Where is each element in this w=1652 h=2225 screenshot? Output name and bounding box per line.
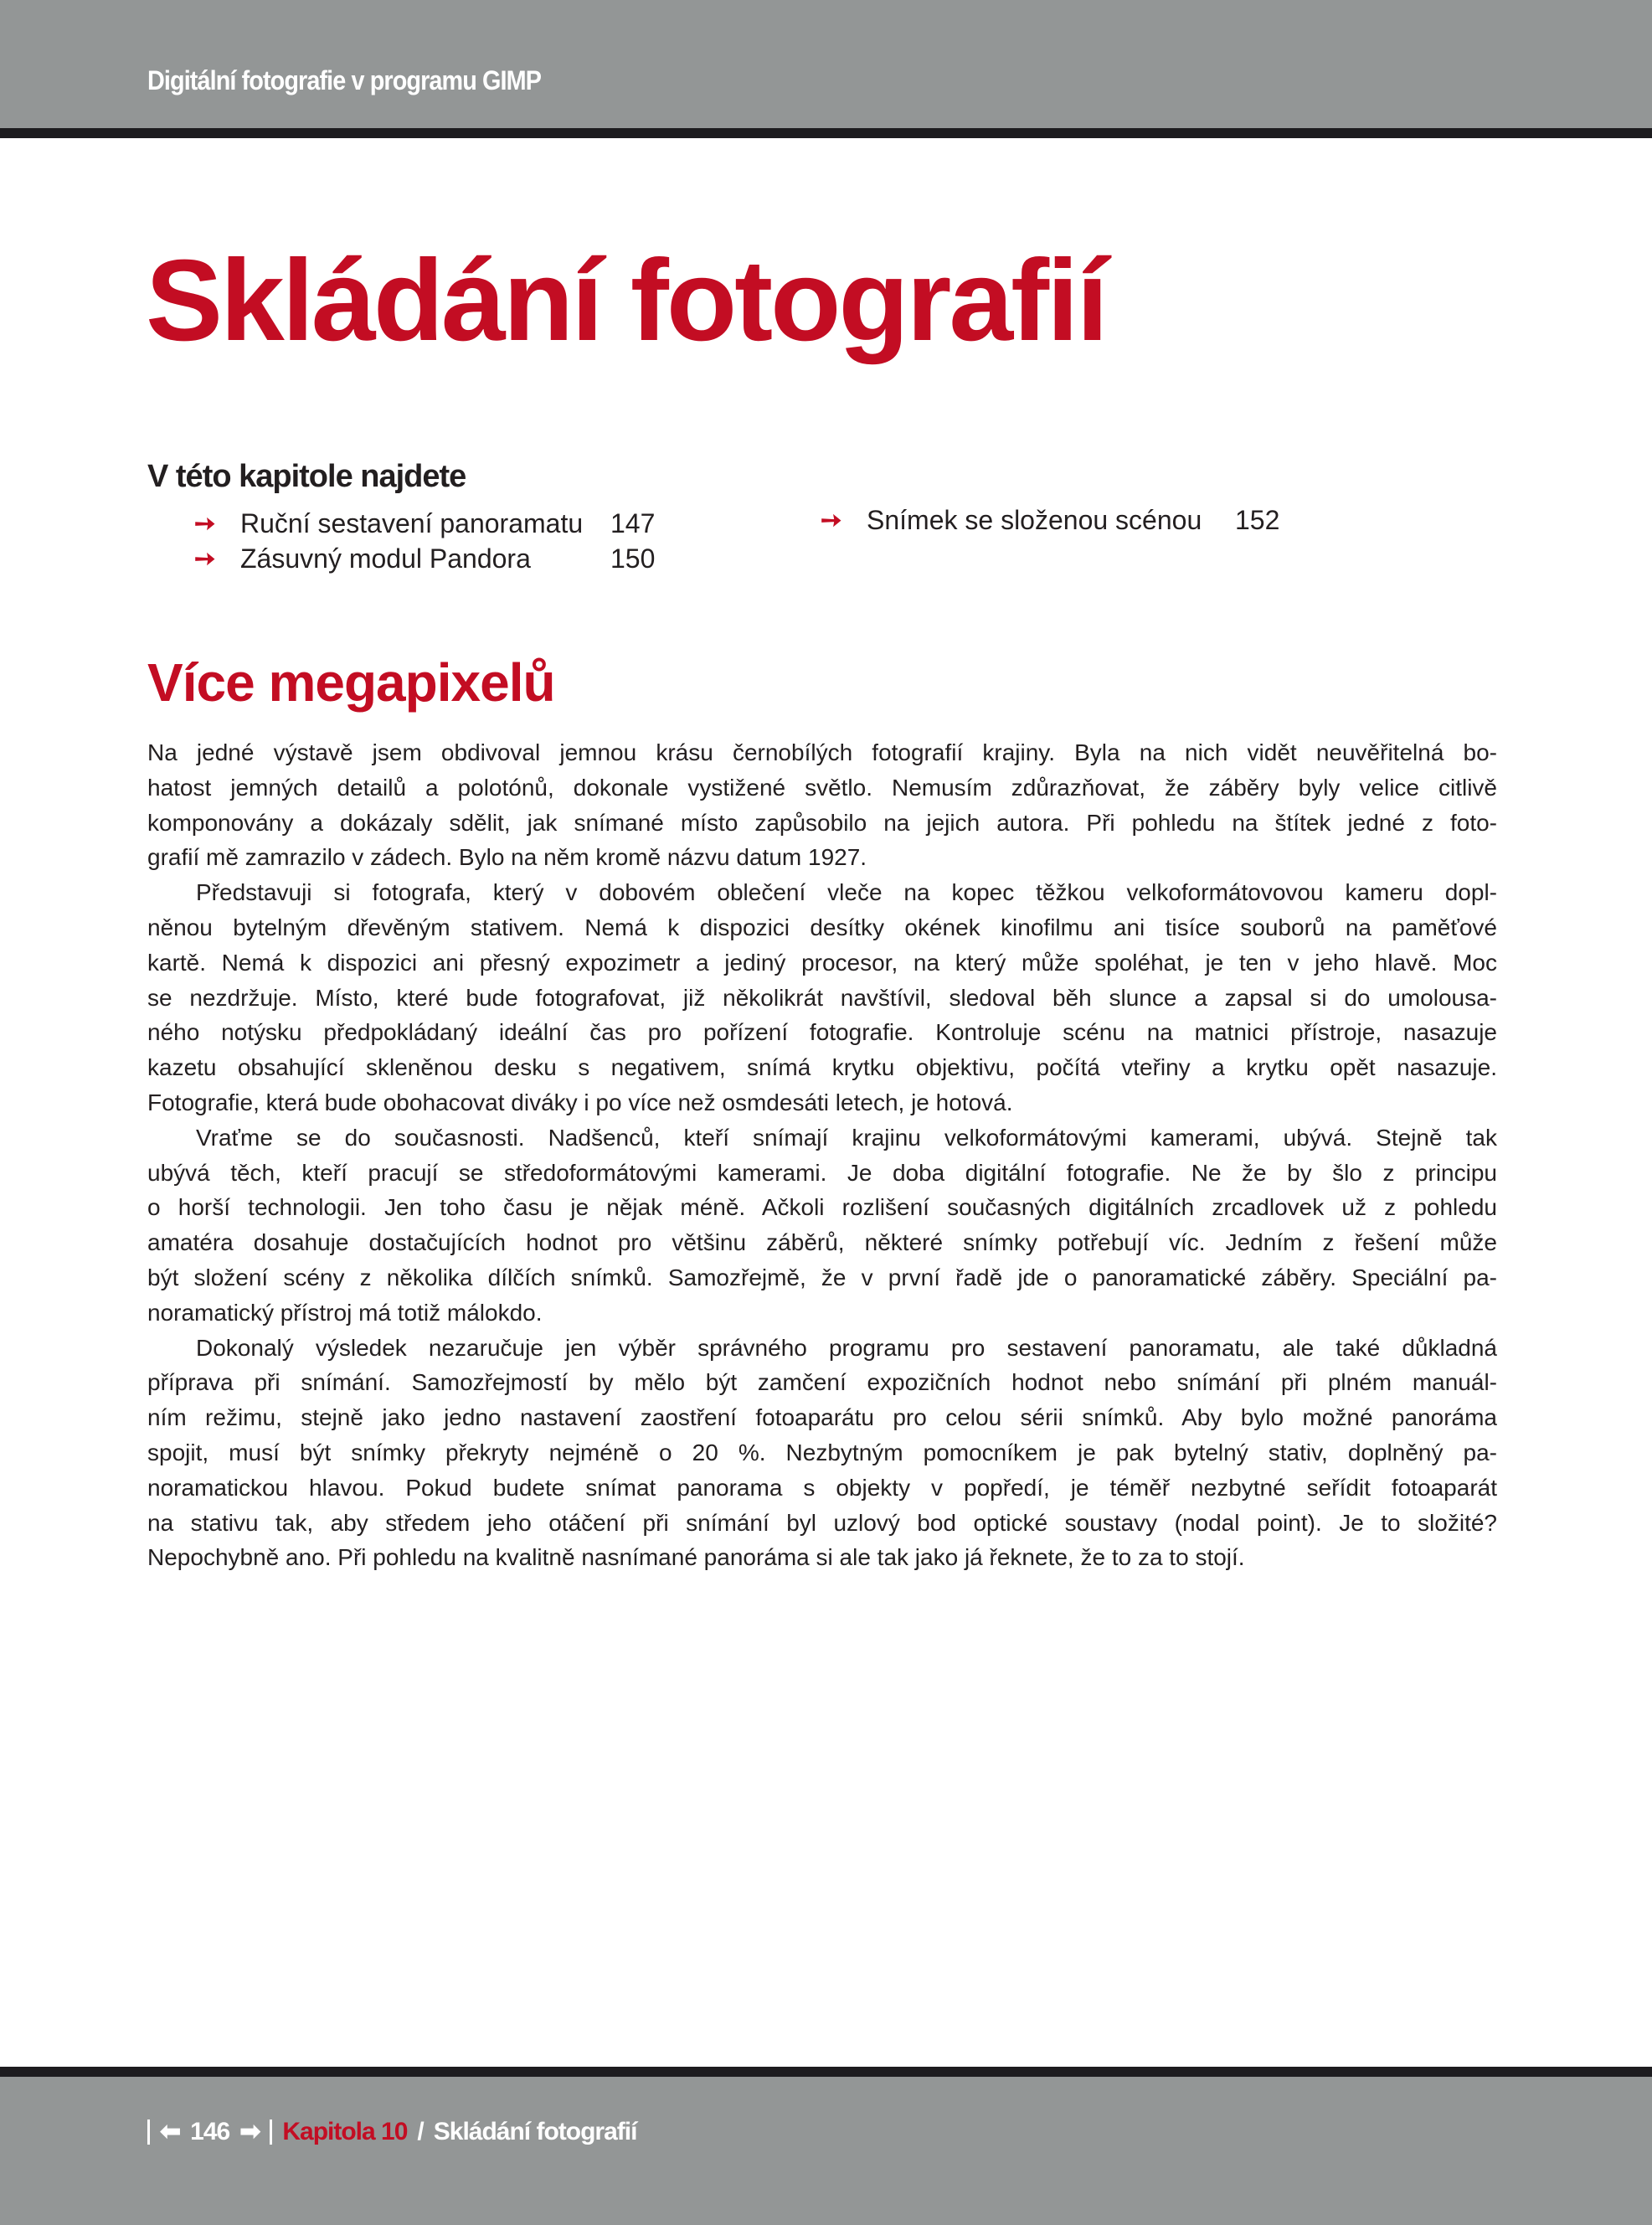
text-line: o horší technologii. Jen toho času je nějak méně. Ačkoli rozlišení současných digitálních zrcadlovek už z pohledu	[147, 1194, 1497, 1221]
footer-rule	[0, 2067, 1652, 2077]
text-line: Fotografie, která bude obohacovat diváky i po více než osmdesáti letech, je hotová.	[147, 1089, 1013, 1115]
footer-separator: /	[417, 2117, 424, 2145]
text-line: na stativu tak, aby středem jeho otáčení při snímání byl uzlový bod optické soustavy (nodal point). Je to složité?	[147, 1509, 1497, 1536]
arrow-right-icon: ➙	[194, 510, 216, 538]
text-line: ného notýsku předpokládaný ideální čas pro pořízení fotografie. Kontroluje scénu na matnici přístroje, nasazuje	[147, 1019, 1497, 1046]
text-line: Dokonalý výsledek nezaručuje jen výběr správného programu pro sestavení panoramatu, ale také důkladná	[196, 1334, 1497, 1361]
previous-page-arrow-icon[interactable]: ⬅	[160, 2118, 181, 2145]
text-line: ním režimu, stejně jako jedno nastavení zaostření fotoaparátu pro celou sérii snímků. Aby bylo možné panoráma	[147, 1404, 1497, 1431]
toc-item[interactable]	[194, 543, 656, 574]
text-line: komponovány a dokázaly sdělit, jak snímané místo zapůsobilo na jejich autora. Při pohledu na štítek jedné z foto-	[147, 809, 1497, 836]
toc-item-page: 152	[1235, 505, 1280, 535]
text-line: být složení scény z několika dílčích snímků. Samozřejmě, že v první řadě jde o panoramatické záběry. Speciální pa-	[147, 1264, 1497, 1290]
text-line: noramatickou hlavou. Pokud budete snímat panorama s objekty v popředí, je téměř nezbytné seřídit fotoaparát	[147, 1474, 1497, 1501]
text-line: Vraťme se do současnosti. Nadšenců, kteří snímají krajinu velkoformátovými kamerami, ubývá. Stejně tak	[196, 1124, 1497, 1151]
footer-chapter: Kapitola 10	[282, 2117, 408, 2145]
toc-item-label: Ruční sestavení panoramatu	[240, 508, 584, 538]
footer-nav	[147, 2117, 636, 2146]
toc-item-label: Zásuvný modul Pandora	[240, 543, 531, 574]
text-line: ubývá těch, kteří pracují se středoformátovými kamerami. Je doba digitální fotografie. Ne že by šlo z principu	[147, 1159, 1497, 1186]
text-line: Nepochybně ano. Při pohledu na kvalitně nasnímané panoráma si ale tak jako já řeknete, že to za to stojí.	[147, 1544, 1245, 1571]
toc-item[interactable]	[194, 508, 656, 539]
text-line: amatéra dosahuje dostačujících hodnot pro většinu záběrů, některé snímky potřebují víc. Jedním z řešení může	[147, 1229, 1497, 1256]
arrow-right-icon: ➙	[821, 507, 842, 534]
text-line: noramatický přístroj má totiž málokdo.	[147, 1299, 543, 1326]
footer-chapter-title: Skládání fotografií	[433, 2117, 637, 2145]
next-page-arrow-icon[interactable]: ➡	[239, 2118, 260, 2145]
text-line: příprava při snímání. Samozřejmostí by mělo být zamčení expozičních hodnot nebo snímání při plném manuál-	[147, 1369, 1497, 1396]
footer-band	[0, 2077, 1652, 2225]
text-line: kartě. Nemá k dispozici ani přesný expozimetr a jediný procesor, na který může spoléhat, je ten v jeho hlavě. Moc	[147, 949, 1497, 976]
arrow-right-icon: ➙	[194, 545, 216, 573]
text-line: Na jedné výstavě jsem obdivoval jemnou krásu černobílých fotografií krajiny. Byla na nich vidět neuvěřitelná bo-	[147, 739, 1497, 765]
section-heading: Více megapixelů	[147, 652, 555, 713]
chapter-title: Skládání fotografií	[146, 236, 1106, 365]
toc-item[interactable]	[821, 505, 1280, 536]
divider	[147, 2119, 150, 2145]
toc-item-label: Snímek se složenou scénou	[867, 505, 1202, 535]
toc-item-page: 150	[610, 543, 656, 574]
book-title: Digitální fotografie v programu GIMP	[147, 65, 542, 95]
text-line: kazetu obsahující skleněnou desku s negativem, snímá krytku objektivu, počítá vteřiny a krytku opět nasazuje.	[147, 1054, 1497, 1081]
text-line: Představuji si fotografa, který v dobovém oblečení vleče na kopec těžkou velkoformátovovou kameru dopl-	[196, 879, 1497, 906]
header-band	[0, 0, 1652, 128]
page-number: 146	[190, 2117, 230, 2145]
text-line: něnou bytelným dřevěným stativem. Nemá k dispozici desítky okének kinofilmu ani tisíce souborů na paměťové	[147, 914, 1497, 940]
header-rule	[0, 128, 1652, 138]
text-line: se nezdržuje. Místo, které bude fotografovat, již několikrát navštívil, sledoval běh slunce a zapsal si do umolousa-	[147, 984, 1497, 1011]
body-text	[147, 735, 1497, 1575]
text-line: spojit, musí být snímky překryty nejméně o 20 %. Nezbytným pomocníkem je pak bytelný stativ, doplněný pa-	[147, 1439, 1497, 1465]
toc-heading: V této kapitole najdete	[147, 459, 466, 494]
text-line: hatost jemných detailů a polotónů, dokonale vystižené světlo. Nemusím zdůrazňovat, že záběry byly velice citlivě	[147, 774, 1497, 801]
toc-item-page: 147	[610, 508, 656, 538]
divider	[270, 2119, 272, 2145]
text-line: grafií mě zamrazilo v zádech. Bylo na něm kromě názvu datum 1927.	[147, 844, 867, 871]
